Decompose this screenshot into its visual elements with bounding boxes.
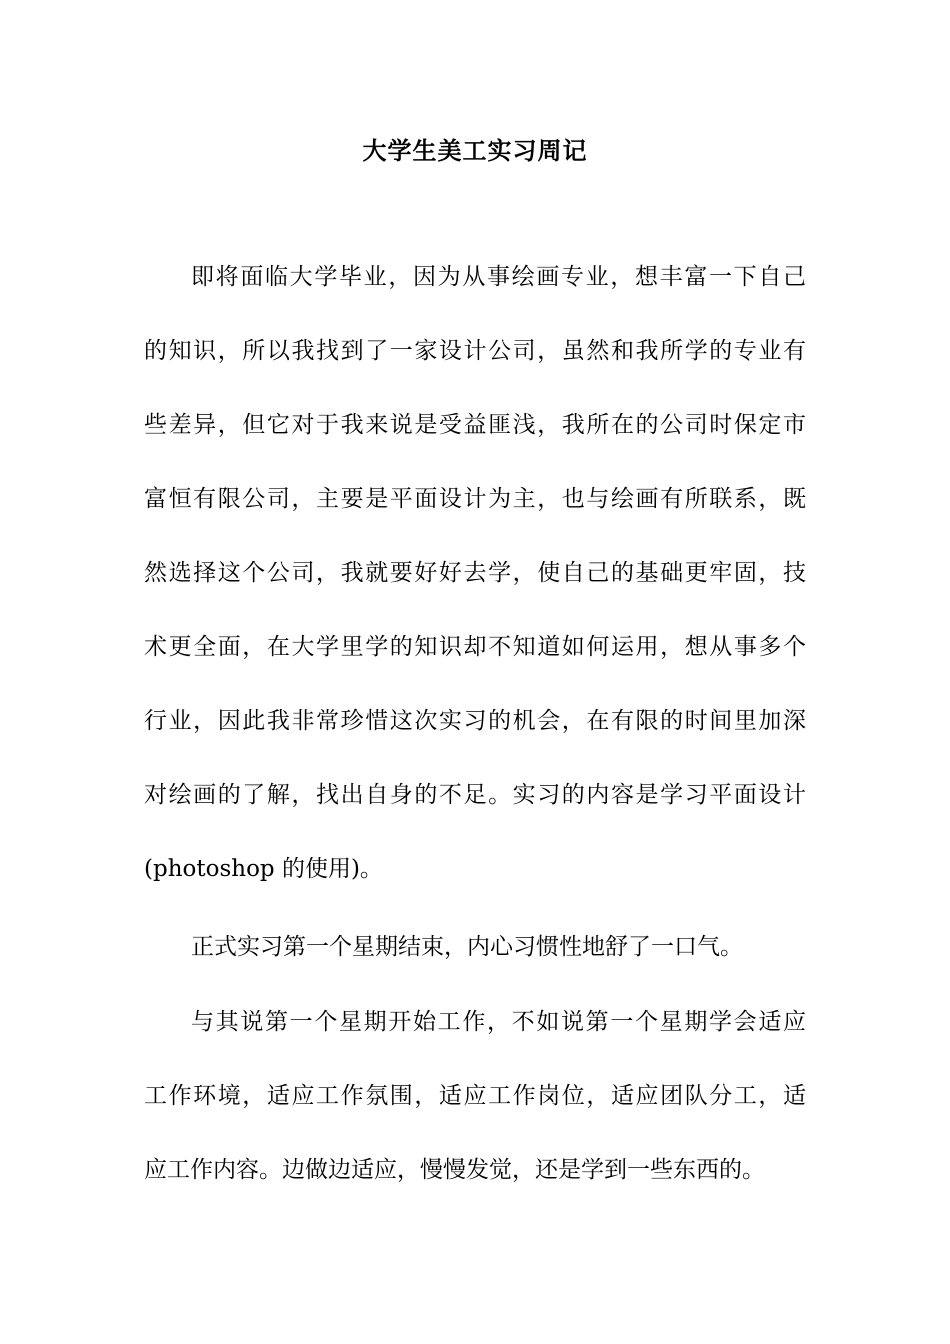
paragraph-line: 即将面临大学毕业，因为从事绘画专业，想丰富一下自己	[191, 264, 806, 290]
paragraph-line: (photoshop 的使用)。	[144, 856, 383, 882]
paragraph-line: 与其说第一个星期开始工作，不如说第一个星期学会适应	[191, 1009, 806, 1035]
paragraph-line: 些差异，但它对于我来说是受益匪浅，我所在的公司时保定市	[144, 412, 806, 438]
paragraph-line: 的知识，所以我找到了一家设计公司，虽然和我所学的专业有	[144, 338, 806, 364]
paragraph-line: 工作环境，适应工作氛围，适应工作岗位，适应团队分工，适	[144, 1083, 806, 1109]
paragraph-line: 对绘画的了解，找出自身的不足。实习的内容是学习平面设计	[144, 782, 806, 808]
paragraph-line: 正式实习第一个星期结束，内心习惯性地舒了一口气。	[191, 934, 743, 960]
paragraph-line: 富恒有限公司，主要是平面设计为主，也与绘画有所联系，既	[144, 486, 806, 512]
document-title: 大学生美工实习周记	[362, 136, 588, 165]
paragraph-adapting-to-work	[144, 1002, 806, 1224]
paragraph-line: 术更全面，在大学里学的知识却不知道如何运用，想从事多个	[144, 634, 806, 660]
paragraph-line: 应工作内容。边做边适应，慢慢发觉，还是学到一些东西的。	[144, 1157, 765, 1183]
paragraph-line: 行业，因此我非常珍惜这次实习的机会，在有限的时间里加深	[144, 708, 806, 734]
paragraph-line: 然选择这个公司，我就要好好去学，使自己的基础更牢固，技	[144, 560, 806, 586]
paragraph-first-week-end	[144, 927, 806, 1001]
paragraph-internship-intro	[144, 257, 806, 923]
